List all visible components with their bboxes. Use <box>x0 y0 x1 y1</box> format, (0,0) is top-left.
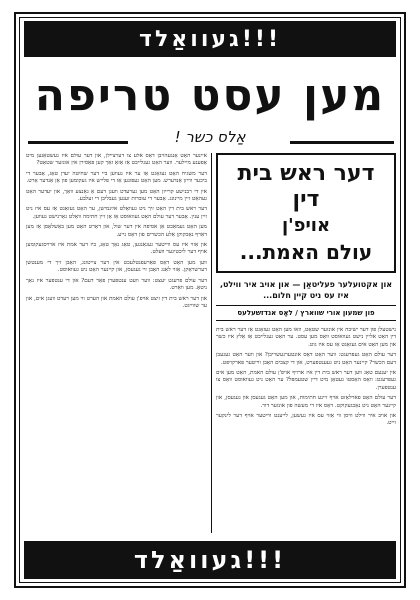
article-title-line-1: דער ראש בית דין <box>237 161 375 212</box>
right-paragraph: דער עולם האָט פארלאָזט אויף זיינע חתימות, און מען האָט געגעסן און געגעסן, און קיינער האָט ניט נאָכגעקוקט. דאָס איז די מעשה פון אונזער דור. <box>216 395 396 409</box>
left-paragraph: מען האָט געמאַכט אַן אסיפה אין דער שול, און דאָרט האָט מען באַשלאָסן אַז מען דאַרף נאָכקוקן אַלע הכשרים פון דאָס נייע. <box>26 224 207 238</box>
decorative-rule-right <box>290 141 394 144</box>
right-paragraph: דער עולם האָט געפרעגט: ווער האָט דאָס אונטערגעשריבן? און ווער האָט געגעבן דעם הכשר? קיינער האָט ניט געענטפערט, און די קצבים האָבן ווייטער פארקויפט. <box>216 352 396 366</box>
decorative-rule-left <box>28 141 128 144</box>
left-paragraph: אין די רבנישע קרייזן האָט מען גערעדט וועגן דעם אַ גאַנצע וואָך, און יעדער האָט געהאַט זיין מיינונג. אָבער די עובדות זענען געבליבן די זעלבע. <box>26 188 207 203</box>
left-paragraph: און דער ראש בית דין זיצט אויפ'ן עולם האמת און הערט ווי מען רעדט וועגן אים, און ער שווייגט. <box>26 295 207 309</box>
left-paragraph: איינער האָט אָנגעהויבן דאָס אלע צו דערציילן, און דער עולם איז געשטאַנען מיט אָפענע מיילער. ווער האָט געגלייבט אַז אַזאַ זאַך קען פּאַסירן אין אונזער שטאָט? <box>26 153 207 167</box>
left-paragraph: און אַזוי איז עס ווייטער געגאַנגען, טאָג נאָך טאָג, ביז דער אמת איז ארויסגעקומען אויף דער ליכטיגער וועלט. <box>26 242 207 256</box>
top-banner: געוואַלד!!! <box>24 21 396 57</box>
article-title-line-3: עולם האמת... <box>239 240 373 264</box>
left-paragraph: ווען מען האָט דאָס פאַרעפנטלעכט אין דער צייטונג, האָבן זיך די מענטשן דערשראָקן. אַזוי לאַנג האָבן זיי געגעסן, און קיינער האָט ניט געוואוסט. <box>26 259 207 274</box>
right-paragraph: און אויב איר ווילט וויסן ווי אַזוי עס איז געשען, לייענט ווייטער אויף דער לינקער זייט. <box>216 413 396 427</box>
article-lead: און אקטועלער פעליטאַן — און אויב איר ווילט, איז עס ניט קיין חלום... <box>219 280 393 300</box>
subheadline: אַלס כשר ! <box>174 128 246 146</box>
article-byline: פון שמעון אורי שווארץ / לאָס אנדזשעלעס <box>216 305 396 321</box>
left-paragraph: דער עולם פרעגט יעצט: ווער וועט ענטפערן פאַר דעם? און די ענטפער איז נאָך ניטאָ. מען וואַרט. <box>26 277 207 292</box>
left-paragraph: דער משגיח האָט געזאָגט אַז ער איז געווען ביי דער שחיטה יעדן טאָג, אָבער די ביכער ווייזן אַנדערש. מען האָט געפונען אַז די פלייש איז געקומען פון אַן אַנדער אָרט. <box>26 170 207 185</box>
main-headline: מען עסט טריפה <box>34 69 386 121</box>
bottom-banner: געוואַלד!!! <box>24 541 396 579</box>
right-paragraph: אין יענעם טאָג ווען דער ראש בית דין איז ארויף אויפ'ן עולם האמת, האָט מען אים געפרעגט: וואָס האָסטו געטאָן מיט דיין שטעמפּל? ער האָט ניט געוואוסט וואָס צו ענטפערן. <box>216 370 396 391</box>
right-paragraph: נישטעלן פון דער ישיבה אין אונזער שטאָט, וואו מען האָט געזאָגט אַז דער ראש בית דין האָט אליין נישט געוואוסט וואָס מען עסט. ער האָט געגלייבט אַז אַלץ איז כשר און מען האָט אים געזאָגט אַז עס איז גוט. <box>216 327 396 348</box>
article-title-line-2: אויפ'ן <box>281 215 331 236</box>
article-title-box <box>216 153 396 273</box>
left-paragraph: דער ראש בית דין האָט זיך ניט געוואָלט אײַנמישן, ער האָט געזאָגט אַז עס איז ניט זיין ענין. אָבער דער עולם האָט געוואוסט אַז אָן זיין חתימה וואָלט גאָרנישט געווען. <box>26 206 207 220</box>
left-text-column <box>26 153 212 533</box>
right-text-column <box>216 153 396 533</box>
